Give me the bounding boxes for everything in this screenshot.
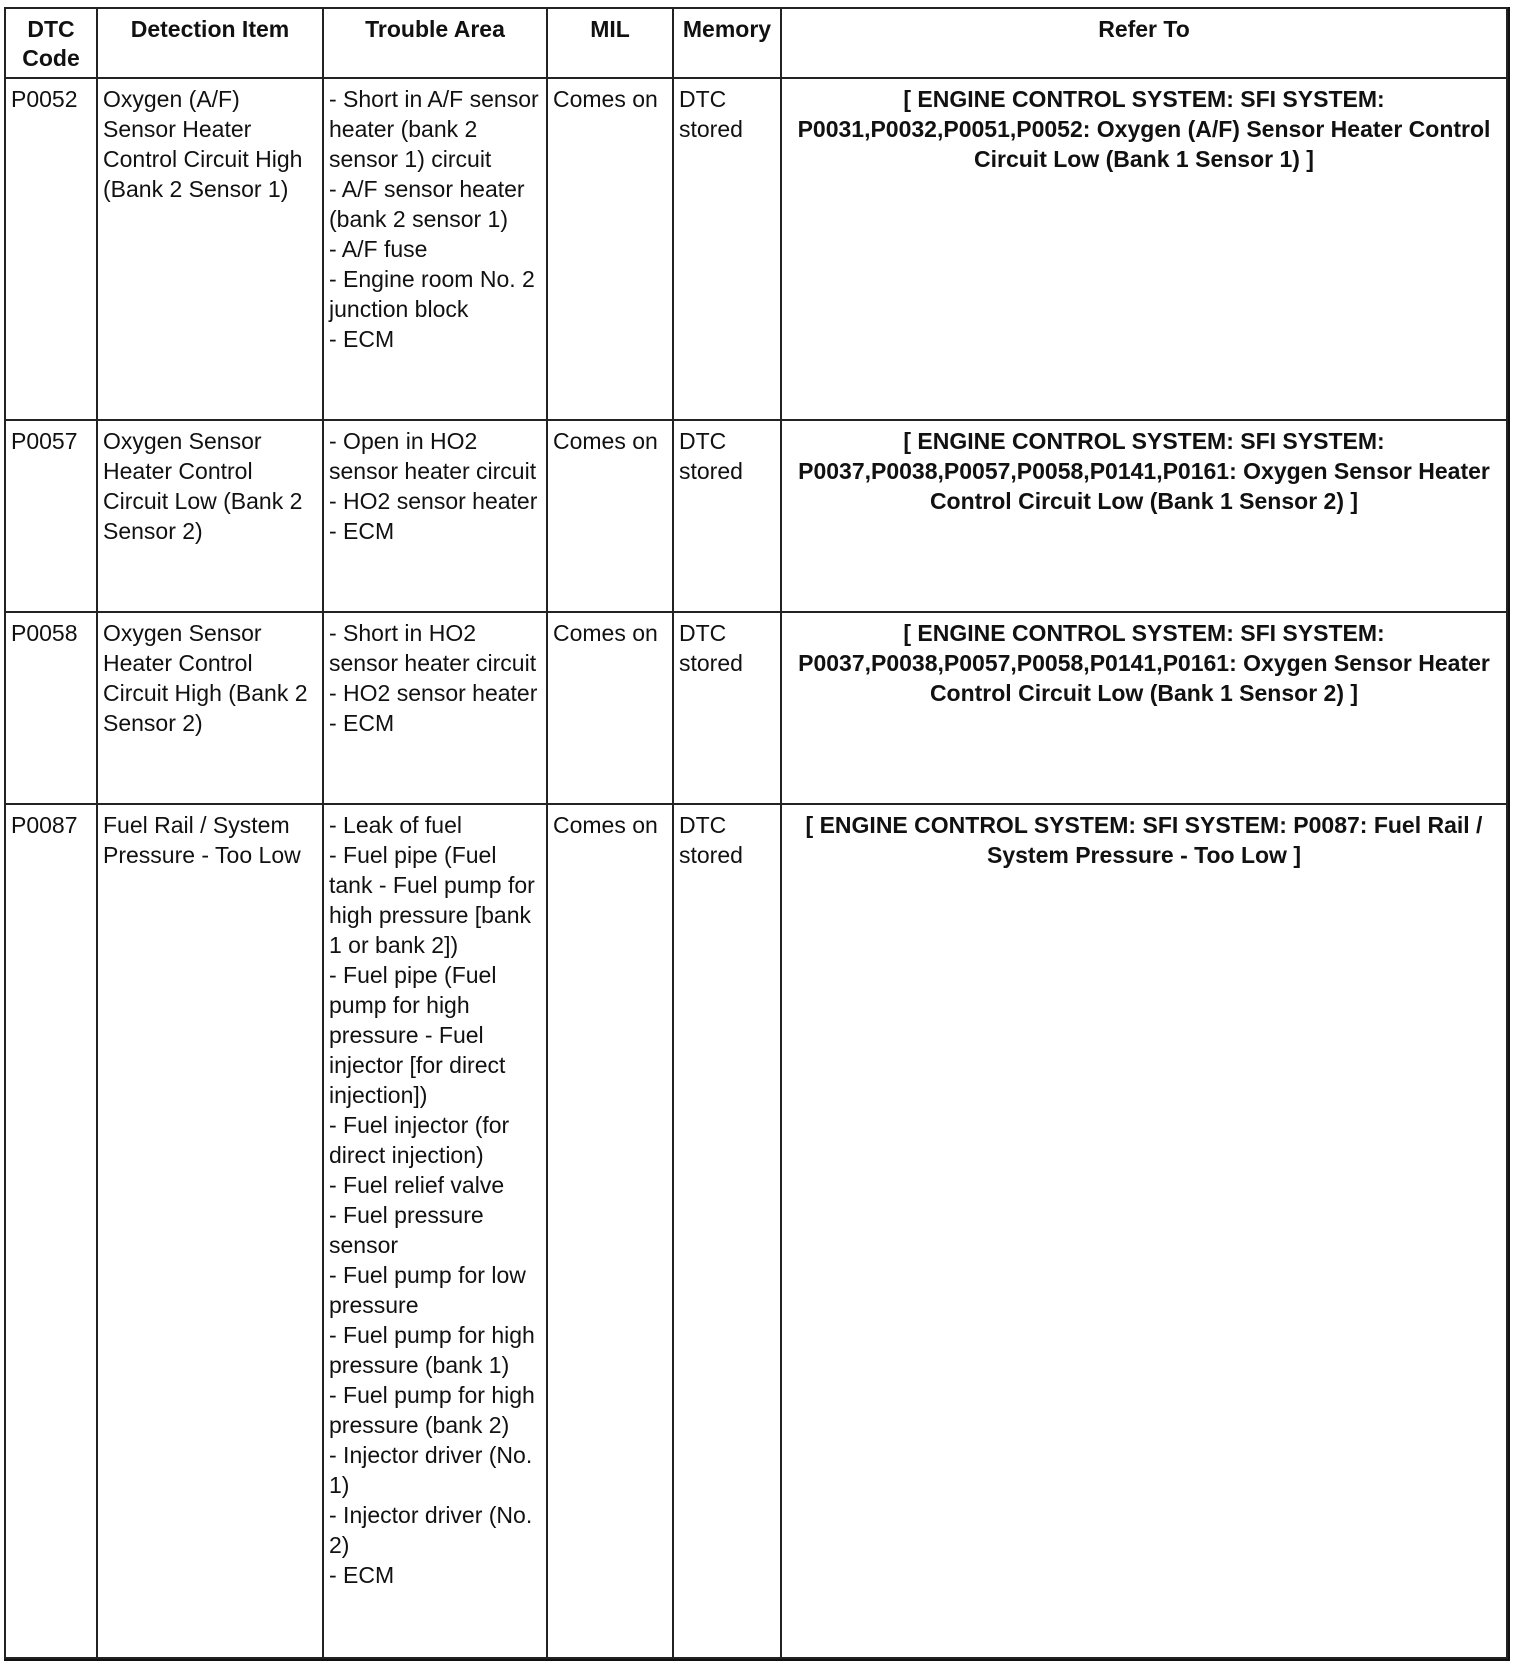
- memory-cell: DTC stored: [673, 804, 781, 1658]
- detection-item-cell: Oxygen Sensor Heater Control Circuit High (Bank 2 Sensor 2): [97, 612, 323, 804]
- dtc-table: [4, 7, 1508, 1659]
- trouble-item: - Fuel injector (for direct injection): [329, 1112, 510, 1168]
- refer-to-link[interactable]: [ ENGINE CONTROL SYSTEM: SFI SYSTEM: P0037,P0038,P0057,P0058,P0141,P0161: Oxygen Sensor Heater Control Circuit Low (Bank 1 Sensor 2) ]: [781, 420, 1507, 612]
- trouble-item: - Leak of fuel: [329, 812, 462, 838]
- trouble-item: - Injector driver (No. 2): [329, 1502, 533, 1558]
- trouble-item: - Fuel pump for high pressure (bank 1): [329, 1322, 535, 1378]
- trouble-item: - ECM: [329, 1562, 395, 1588]
- dtc-table-sheet: [4, 7, 1510, 1661]
- mil-cell: Comes on: [547, 804, 673, 1658]
- memory-cell: DTC stored: [673, 612, 781, 804]
- trouble-item: - Fuel pipe (Fuel tank - Fuel pump for high pressure [bank 1 or bank 2]): [329, 842, 535, 958]
- dtc-code-cell: P0057: [5, 420, 97, 612]
- trouble-item: - HO2 sensor heater: [329, 680, 538, 706]
- trouble-item: - Short in A/F sensor heater (bank 2 sensor 1) circuit: [329, 86, 539, 172]
- trouble-item: - Fuel relief valve: [329, 1172, 505, 1198]
- refer-to-link[interactable]: [ ENGINE CONTROL SYSTEM: SFI SYSTEM: P0037,P0038,P0057,P0058,P0141,P0161: Oxygen Sensor Heater Control Circuit Low (Bank 1 Sensor 2) ]: [781, 612, 1507, 804]
- table-row: [5, 804, 1507, 1658]
- trouble-area-cell: [323, 420, 547, 612]
- header-memory: Memory: [673, 8, 781, 78]
- trouble-item: - Fuel pipe (Fuel pump for high pressure - Fuel injector [for direct injection]): [329, 962, 506, 1108]
- header-trouble-area: Trouble Area: [323, 8, 547, 78]
- header-detection-item: Detection Item: [97, 8, 323, 78]
- dtc-code-cell: P0087: [5, 804, 97, 1658]
- trouble-item: - A/F sensor heater (bank 2 sensor 1): [329, 176, 525, 232]
- header-dtc-code: DTC Code: [5, 8, 97, 78]
- dtc-code-cell: P0052: [5, 78, 97, 420]
- trouble-item: - ECM: [329, 326, 395, 352]
- trouble-item: - HO2 sensor heater: [329, 488, 538, 514]
- header-refer-to: Refer To: [781, 8, 1507, 78]
- mil-cell: Comes on: [547, 612, 673, 804]
- trouble-area-cell: [323, 612, 547, 804]
- table-header-row: [5, 8, 1507, 78]
- trouble-item: - Fuel pump for high pressure (bank 2): [329, 1382, 535, 1438]
- trouble-item: - ECM: [329, 518, 395, 544]
- detection-item-cell: Oxygen (A/F) Sensor Heater Control Circuit High (Bank 2 Sensor 1): [97, 78, 323, 420]
- trouble-item: - Fuel pressure sensor: [329, 1202, 484, 1258]
- dtc-code-cell: P0058: [5, 612, 97, 804]
- detection-item-cell: Fuel Rail / System Pressure - Too Low: [97, 804, 323, 1658]
- table-row: [5, 78, 1507, 420]
- memory-cell: DTC stored: [673, 420, 781, 612]
- table-row: [5, 612, 1507, 804]
- refer-to-link[interactable]: [ ENGINE CONTROL SYSTEM: SFI SYSTEM: P0031,P0032,P0051,P0052: Oxygen (A/F) Sensor Heater Control Circuit Low (Bank 1 Sensor 1) ]: [781, 78, 1507, 420]
- trouble-item: - A/F fuse: [329, 236, 428, 262]
- table-row: [5, 420, 1507, 612]
- trouble-item: - Engine room No. 2 junction block: [329, 266, 535, 322]
- trouble-item: - Open in HO2 sensor heater circuit: [329, 428, 537, 484]
- header-mil: MIL: [547, 8, 673, 78]
- mil-cell: Comes on: [547, 420, 673, 612]
- trouble-item: - ECM: [329, 710, 395, 736]
- detection-item-cell: Oxygen Sensor Heater Control Circuit Low (Bank 2 Sensor 2): [97, 420, 323, 612]
- trouble-area-cell: [323, 78, 547, 420]
- refer-to-link[interactable]: [ ENGINE CONTROL SYSTEM: SFI SYSTEM: P0087: Fuel Rail / System Pressure - Too Low ]: [781, 804, 1507, 1658]
- trouble-item: - Short in HO2 sensor heater circuit: [329, 620, 537, 676]
- mil-cell: Comes on: [547, 78, 673, 420]
- trouble-area-cell: [323, 804, 547, 1658]
- trouble-item: - Fuel pump for low pressure: [329, 1262, 526, 1318]
- memory-cell: DTC stored: [673, 78, 781, 420]
- trouble-item: - Injector driver (No. 1): [329, 1442, 533, 1498]
